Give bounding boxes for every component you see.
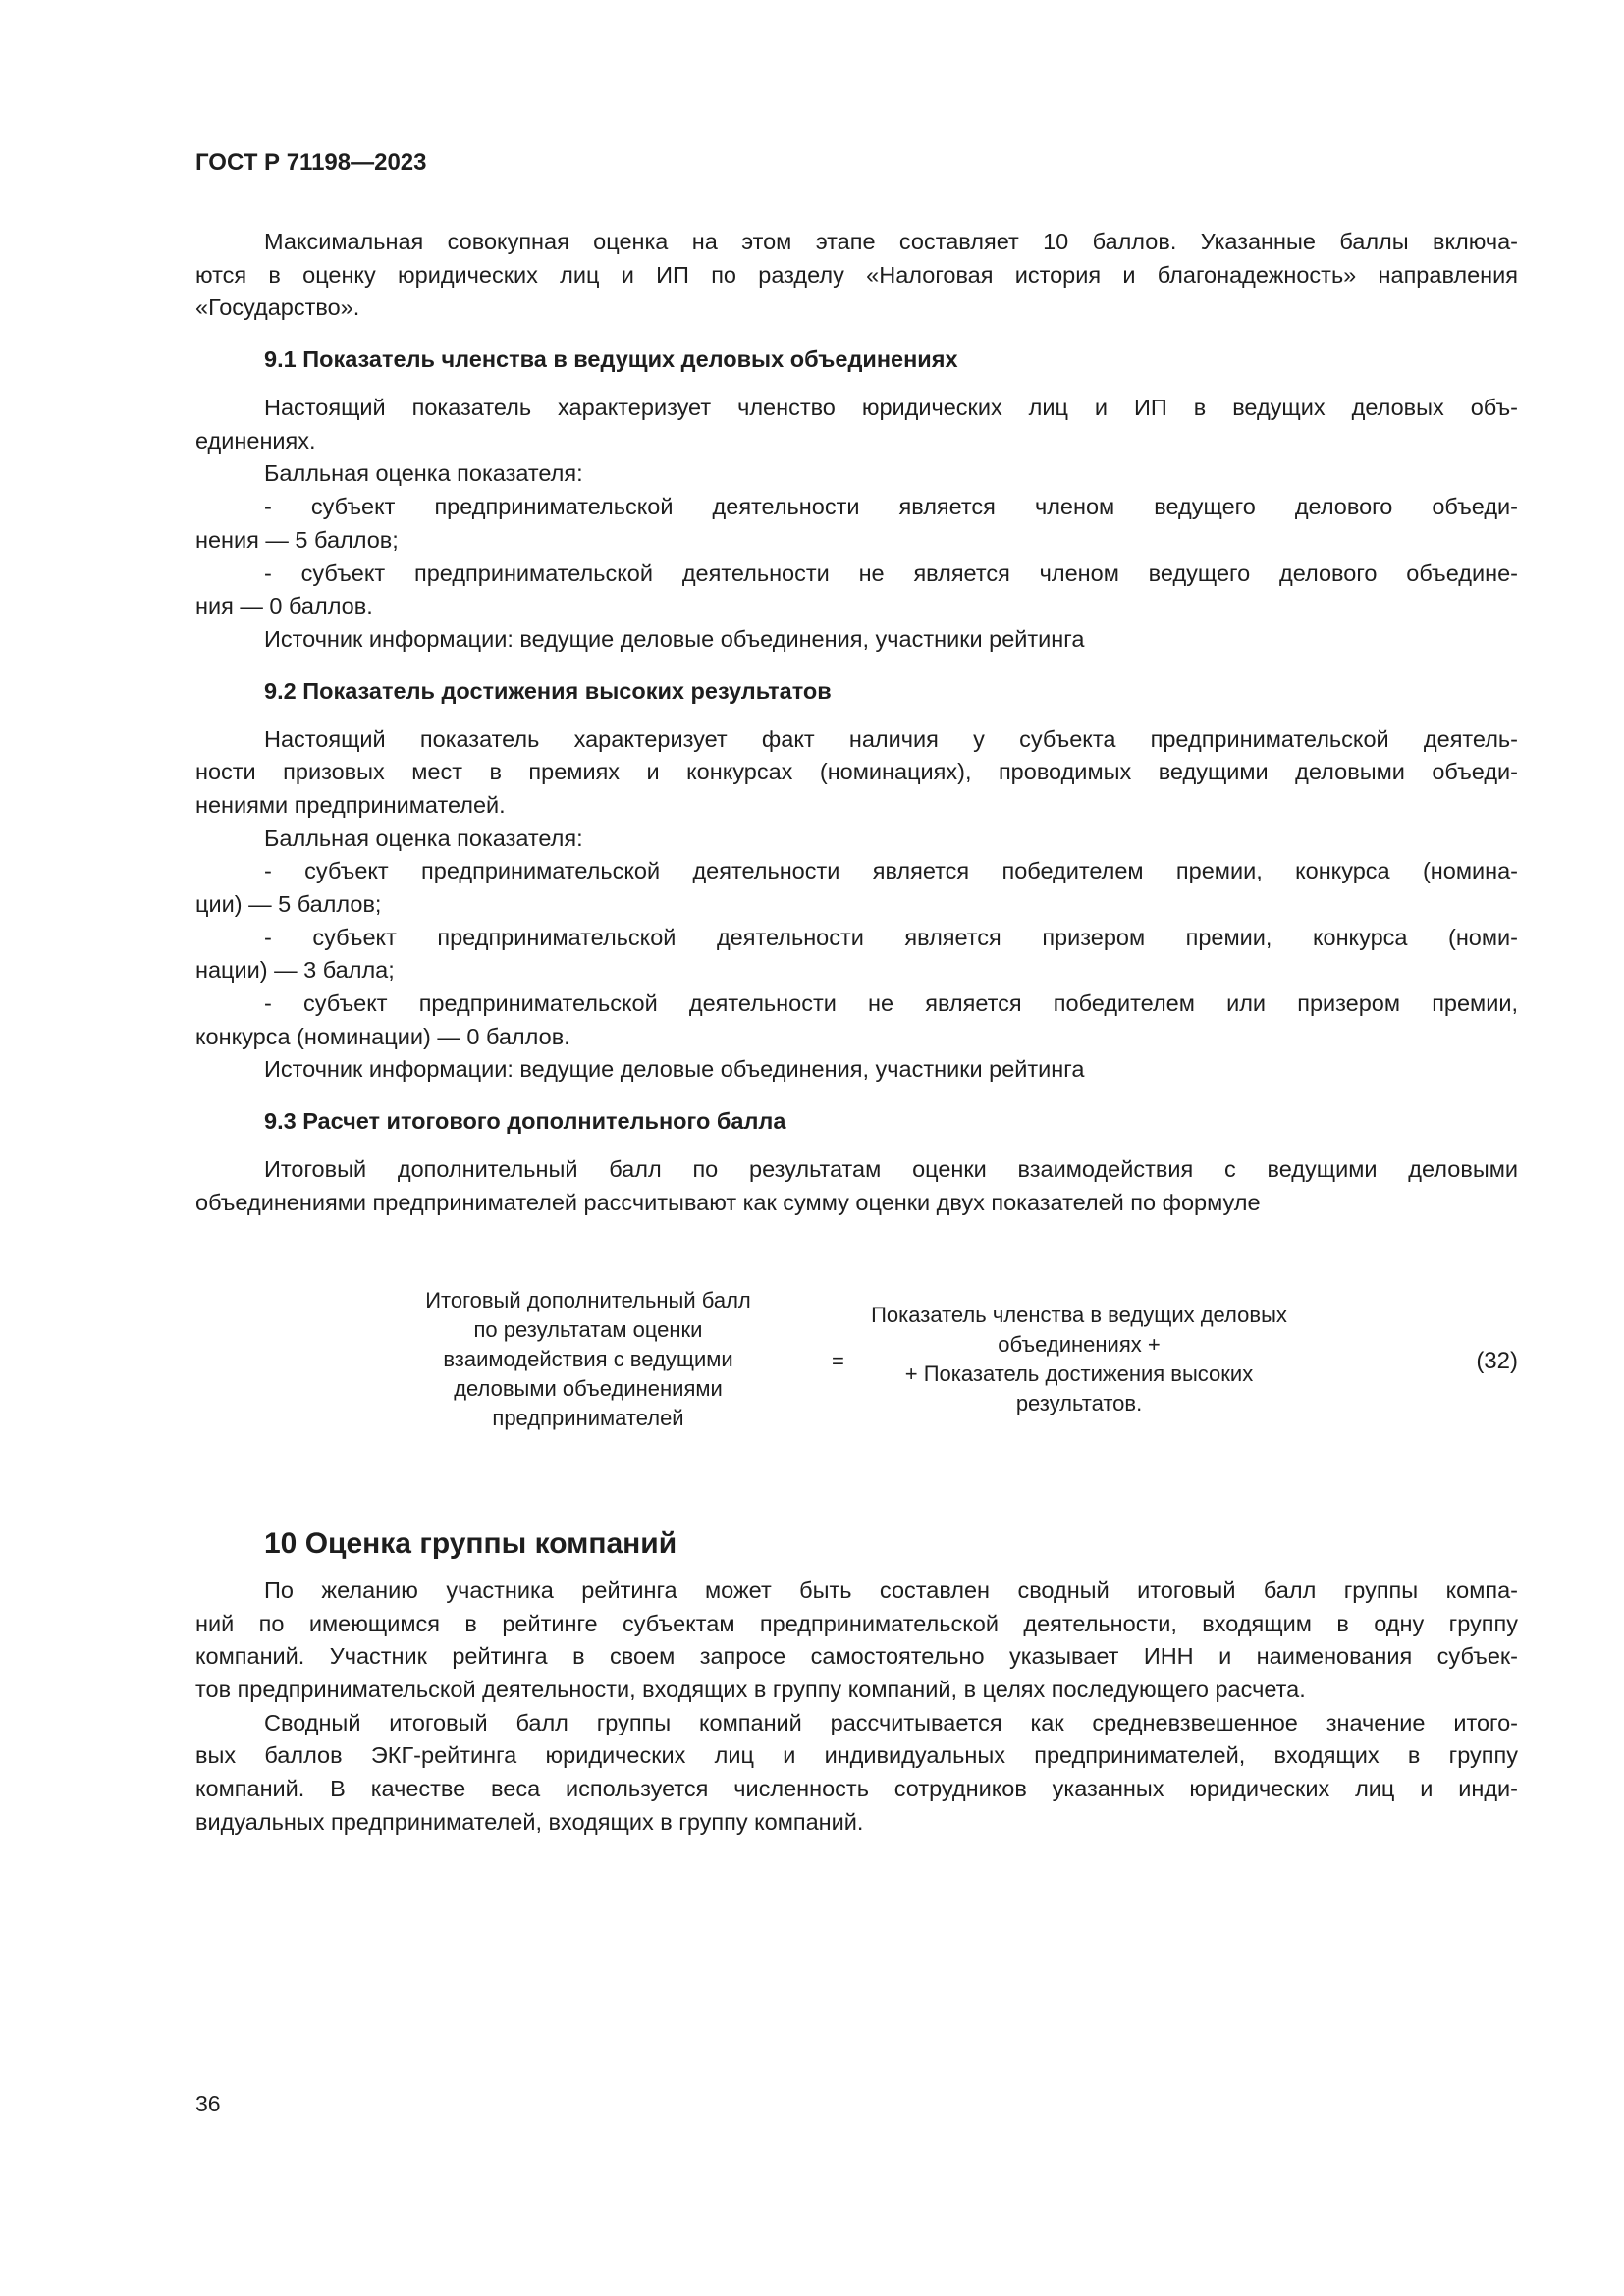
- text-line: видуальных предпринимателей, входящих в группу компаний.: [195, 1808, 864, 1835]
- section-heading: 9.1 Показатель членства в ведущих деловых объединениях: [264, 347, 958, 373]
- formula-left-line: взаимодействия с ведущими: [443, 1347, 733, 1371]
- formula-left-line: предпринимателей: [492, 1406, 684, 1430]
- text-line: объединениями предпринимателей рассчитывают как сумму оценки двух показателей по формуле: [195, 1189, 1261, 1215]
- text-line: ния — 0 баллов.: [195, 593, 373, 619]
- section-heading: 9.3 Расчет итогового дополнительного балла: [264, 1108, 786, 1135]
- formula-left-side: [392, 1286, 785, 1433]
- text-line: единениях.: [195, 427, 316, 454]
- text-line: - субъект предпринимательской деятельности не является победителем или призером премии,: [264, 990, 1518, 1017]
- text-line: ний по имеющимся в рейтинге субъектам предпринимательской деятельности, входящим в одну группу: [195, 1610, 1518, 1636]
- page-number: 36: [195, 2091, 221, 2116]
- text-line: Сводный итоговый балл группы компаний рассчитывается как средневзвешенное значение итого-: [264, 1709, 1518, 1735]
- paragraph: [195, 823, 1518, 856]
- text-line: компаний. В качестве веса используется численность сотрудников указанных юридических лиц и инди-: [195, 1776, 1518, 1802]
- text-line: ются в оценку юридических лиц и ИП по разделу «Налоговая история и благонадежность» направления: [195, 261, 1518, 288]
- text-line: Настоящий показатель характеризует факт наличия у субъекта предпринимательской деятель-: [264, 725, 1518, 752]
- paragraph: [195, 922, 1518, 988]
- paragraph: [195, 623, 1518, 657]
- document-header: ГОСТ Р 71198—2023: [195, 149, 427, 176]
- text-line: ции) — 5 баллов;: [195, 891, 382, 917]
- formula-right-side: [853, 1301, 1305, 1418]
- text-line: Итоговый дополнительный балл по результатам оценки взаимодействия с ведущими деловыми: [264, 1156, 1518, 1183]
- paragraph: [195, 1053, 1518, 1087]
- formula-number: (32): [1476, 1348, 1518, 1374]
- formula-left-line: Итоговый дополнительный балл: [425, 1288, 751, 1312]
- paragraph: [195, 558, 1518, 623]
- text-line: - субъект предпринимательской деятельности не является членом ведущего делового объедине-: [264, 560, 1518, 586]
- formula-right-line: + Показатель достижения высоких: [904, 1362, 1254, 1386]
- text-line: нениями предпринимателей.: [195, 791, 506, 818]
- paragraph: [195, 1707, 1518, 1840]
- text-line: - субъект предпринимательской деятельности является победителем премии, конкурса (номина-: [264, 858, 1518, 884]
- paragraph: [195, 988, 1518, 1053]
- section-heading: 9.2 Показатель достижения высоких результатов: [264, 677, 832, 704]
- text-line: Балльная оценка показателя:: [264, 460, 583, 487]
- text-line: По желанию участника рейтинга может быть составлен сводный итоговый балл группы компа-: [264, 1577, 1518, 1603]
- text-line: ности призовых мест в премиях и конкурсах (номинациях), проводимых ведущими деловыми объеди-: [195, 759, 1518, 785]
- text-line: компаний. Участник рейтинга в своем запросе самостоятельно указывает ИНН и наименования субъек-: [195, 1643, 1518, 1670]
- text-line: Источник информации: ведущие деловые объединения, участники рейтинга: [264, 1056, 1085, 1083]
- section-9-body: [195, 226, 1518, 1220]
- paragraph: [195, 723, 1518, 823]
- paragraph: [195, 1575, 1518, 1707]
- paragraph: [195, 392, 1518, 457]
- paragraph: [195, 855, 1518, 921]
- text-line: Настоящий показатель характеризует членство юридических лиц и ИП в ведущих деловых объ-: [264, 395, 1518, 421]
- text-line: «Государство».: [195, 294, 360, 321]
- text-line: конкурса (номинации) — 0 баллов.: [195, 1023, 570, 1049]
- formula-left-line: по результатам оценки: [473, 1317, 703, 1342]
- paragraph: [195, 491, 1518, 557]
- formula-right-line: объединениях +: [998, 1332, 1161, 1357]
- formula-left-line: деловыми объединениями: [454, 1376, 723, 1401]
- paragraph: [195, 1153, 1518, 1219]
- formula-equals: =: [832, 1349, 844, 1373]
- text-line: - субъект предпринимательской деятельности является членом ведущего делового объеди-: [264, 494, 1518, 520]
- text-line: вых баллов ЭКГ-рейтинга юридических лиц и индивидуальных предпринимателей, входящих в группу: [195, 1742, 1518, 1769]
- text-line: Балльная оценка показателя:: [264, 825, 583, 851]
- chapter-heading: 10 Оценка группы компаний: [264, 1527, 677, 1560]
- text-line: нения — 5 баллов;: [195, 526, 399, 553]
- text-line: нации) — 3 балла;: [195, 957, 395, 984]
- text-line: тов предпринимательской деятельности, входящих в группу компаний, в целях последующего расчета.: [195, 1677, 1306, 1703]
- text-line: Источник информации: ведущие деловые объединения, участники рейтинга: [264, 625, 1085, 652]
- formula-right-line: Показатель членства в ведущих деловых: [871, 1303, 1287, 1327]
- formula-32: [195, 1286, 1518, 1443]
- paragraph: [195, 457, 1518, 491]
- text-line: - субъект предпринимательской деятельности является призером премии, конкурса (номи-: [264, 924, 1518, 950]
- text-line: Максимальная совокупная оценка на этом этапе составляет 10 баллов. Указанные баллы включа-: [264, 229, 1518, 254]
- paragraph: [195, 226, 1518, 325]
- formula-right-line: результатов.: [1015, 1391, 1143, 1415]
- section-10-body: [195, 1527, 1518, 1840]
